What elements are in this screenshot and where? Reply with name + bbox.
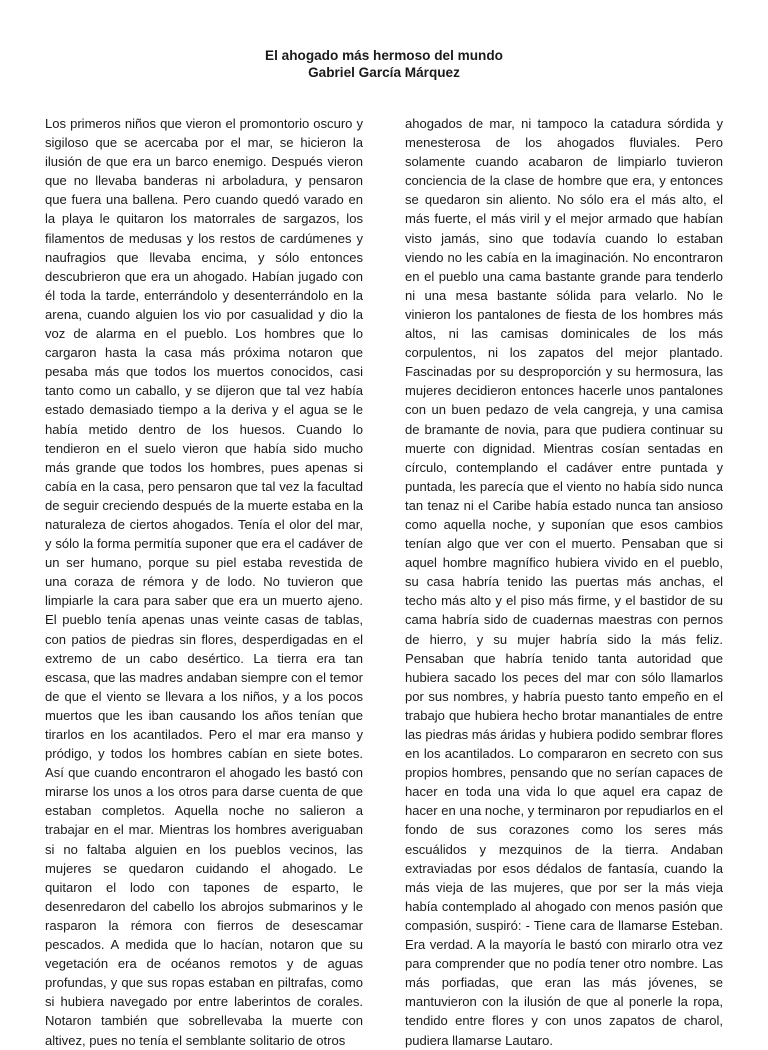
text-columns bbox=[45, 114, 723, 1050]
right-column-text: ahogados de mar, ni tampoco la catadura sórdida y menesterosa de los ahogados fluviales. Pero solamente cuando acabaron de limpiarlo tuvieron conciencia de la clase de hombre que era, y entonces se quedaron sin aliento. No sólo era el más alto, el más fuerte, el más viril y el mejor armado que habían visto jamás, sino que todavía cuando lo estaban viendo no les cabía en la imaginación. No encontraron en el pueblo una cama bastante grande para tenderlo ni una mesa bastante sólida para velarlo. No le vinieron los pantalones de fiesta de los hombres más altos, ni las camisas dominicales de los más corpulentos, ni los zapatos del mejor plantado. Fascinadas por su desproporción y su hermosura, las mujeres decidieron entonces hacerle unos pantalones con un buen pedazo de vela cangreja, y una camisa de bramante de novia, para que pudiera continuar su muerte con dignidad. Mientras cosían sentadas en círculo, contemplando el cadáver entre puntada y puntada, les parecía que el viento no había sido nunca tan tenaz ni el Caribe había estado nunca tan ansioso como aquella noche, y suponían que esos cambios tenían algo que ver con el muerto. Pensaban que si aquel hombre magnífico hubiera vivido en el pueblo, su casa habría tenido las puertas más anchas, el techo más alto y el piso más firme, y el bastidor de su cama habría sido de cuadernas maestras con pernos de hierro, y su mujer habría sido la más feliz. Pensaban que habría tenido tanta autoridad que hubiera sacado los peces del mar con sólo llamarlos por sus nombres, y habría puesto tanto empeño en el trabajo que hubiera hecho brotar manantiales de entre las piedras más áridas y hubiera podido sembrar flores en los acantilados. Lo compararon en secreto con sus propios hombres, pensando que no serían capaces de hacer en toda una vida lo que aquel era capaz de hacer en una noche, y terminaron por repudiarlos en el fondo de sus corazones como los seres más escuálidos y mezquinos de la tierra. Andaban extraviadas por esos dédalos de fantasía, cuando la más vieja de las mujeres, que por ser la más vieja había contemplado al ahogado con menos pasión que compasión, suspiró: - Tiene cara de llamarse Esteban. Era verdad. A la mayoría le bastó con mirarlo otra vez para comprender que no podía tener otro nombre. Las más porfiadas, que eran las más jóvenes, se mantuvieron con la ilusión de que al ponerle la ropa, tendido entre flores y con unos zapatos de charol, pudiera llamarse Lautaro. bbox=[405, 116, 723, 1048]
document-author: Gabriel García Márquez bbox=[308, 65, 460, 80]
document-title: El ahogado más hermoso del mundo bbox=[265, 48, 503, 63]
right-column bbox=[405, 114, 723, 1050]
document-header bbox=[0, 47, 768, 81]
left-column bbox=[45, 114, 363, 1050]
left-column-text: Los primeros niños que vieron el promontorio oscuro y sigiloso que se acercaba por el mar, se hicieron la ilusión de que era un barco enemigo. Después vieron que no llevaba banderas ni arboladura, y pensaron que fuera una ballena. Pero cuando quedó varado en la playa le quitaron los matorrales de sargazos, los filamentos de medusas y los restos de cardúmenes y naufragios que llevaba encima, y sólo entonces descubrieron que era un ahogado. Habían jugado con él toda la tarde, enterrándolo y desenterrándolo en la arena, cuando alguien los vio por casualidad y dio la voz de alarma en el pueblo. Los hombres que lo cargaron hasta la casa más próxima notaron que pesaba más que todos los muertos conocidos, casi tanto como un caballo, y se dijeron que tal vez había estado demasiado tiempo a la deriva y el agua se le había metido dentro de los huesos. Cuando lo tendieron en el suelo vieron que había sido mucho más grande que todos los hombres, pues apenas si cabía en la casa, pero pensaron que tal vez la facultad de seguir creciendo después de la muerte estaba en la naturaleza de ciertos ahogados. Tenía el olor del mar, y sólo la forma permitía suponer que era el cadáver de un ser humano, porque su piel estaba revestida de una coraza de rémora y de lodo. No tuvieron que limpiarle la cara para saber que era un muerto ajeno. El pueblo tenía apenas unas veinte casas de tablas, con patios de piedras sin flores, desperdigadas en el extremo de un cabo desértico. La tierra era tan escasa, que las madres andaban siempre con el temor de que el viento se llevara a los niños, y a los pocos muertos que les iban causando los años tenían que tirarlos en los acantilados. Pero el mar era manso y pródigo, y todos los hombres cabían en siete botes. Así que cuando encontraron el ahogado les bastó con mirarse los unos a los otros para darse cuenta de que estaban completos. Aquella noche no salieron a trabajar en el mar. Mientras los hombres averiguaban si no faltaba alguien en los pueblos vecinos, las mujeres se quedaron cuidando el ahogado. Le quitaron el lodo con tapones de esparto, le desenredaron del cabello los abrojos submarinos y le rasparon la rémora con fierros de desescamar pescados. A medida que lo hacían, notaron que su vegetación era de océanos remotos y de aguas profundas, y que sus ropas estaban en piltrafas, como si hubiera navegado por entre laberintos de corales. Notaron también que sobrellevaba la muerte con altivez, pues no tenía el semblante solitario de otros bbox=[45, 116, 363, 1048]
